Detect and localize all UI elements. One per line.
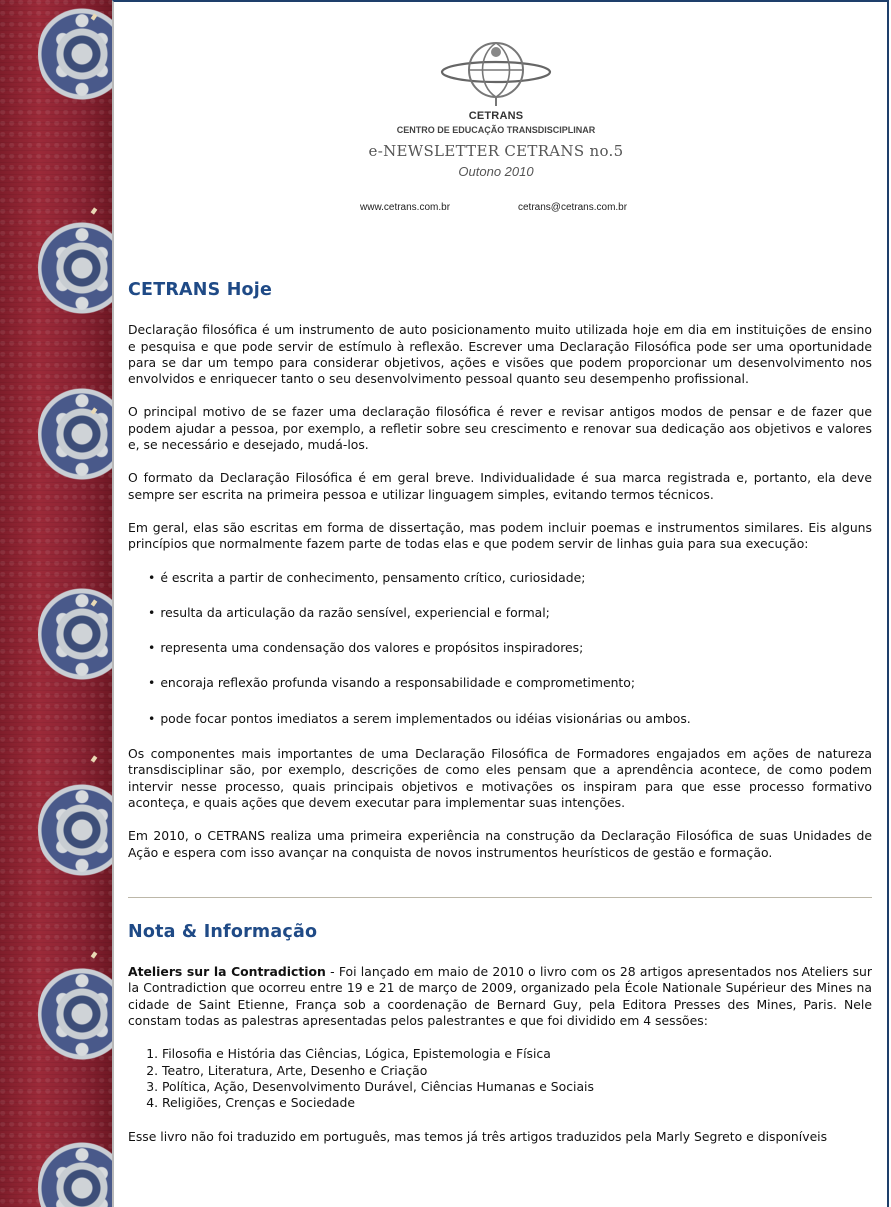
section-divider <box>128 897 872 898</box>
article-content <box>128 282 872 1162</box>
newsletter-body <box>112 0 889 1207</box>
list-item: • encoraja reflexão profunda visando a responsabilidade e comprometimento; <box>148 675 872 691</box>
list-item: • resulta da articulação da razão sensível, experiencial e formal; <box>148 605 872 621</box>
paragraph: O principal motivo de se fazer uma declaração filosófica é rever e revisar antigos modos de pensar e de fazer que podem ajudar a pessoa, por exemplo, a refletir sobre seu crescimento e renovar sua dedicação aos objetivos e valores e, se necessário e desejado, mudá-los. <box>128 404 872 453</box>
ateliers-title: Ateliers sur la Contradiction <box>128 964 326 980</box>
newsletter-header <box>346 30 656 220</box>
paragraph: Em 2010, o CETRANS realiza uma primeira experiência na construção da Declaração Filosófica de suas Unidades de Ação e espera com isso avançar na conquista de novos instrumentos heurísticos de gestão e formação. <box>128 828 872 860</box>
list-item: 1. Filosofia e História das Ciências, Lógica, Epistemologia e Física <box>162 1046 872 1062</box>
list-item: 2. Teatro, Literatura, Arte, Desenho e Criação <box>162 1063 872 1079</box>
ateliers-text: - Foi lançado em maio de 2010 o livro com os 28 artigos apresentados nos Ateliers sur la Contradiction que ocorreu entre 19 e 21 de março de 2009, organizado pela École Nationale Supérieur des Mines na cidade de Saint Etienne, França sob a coordenação de Bernard Guy, pela Editora Presses des Mines, Paris. Nele constam todas as palestras apresentadas pelos palestrantes e que foi dividido em 4 sessões: <box>128 964 872 1029</box>
section-title-nota-informacao: Nota & Informação <box>128 921 318 942</box>
cetrans-logo-icon <box>438 34 554 110</box>
list-item: 4. Religiões, Crenças e Sociedade <box>162 1095 872 1111</box>
decorative-fabric-sidebar <box>0 0 112 1207</box>
website-link[interactable]: www.cetrans.com.br <box>360 202 451 213</box>
brand-name: CETRANS <box>468 110 524 122</box>
email-link[interactable]: cetrans@cetrans.com.br <box>518 202 628 213</box>
newsletter-title: e-NEWSLETTER CETRANS no.5 <box>368 142 624 160</box>
sessions-list <box>128 1046 872 1111</box>
list-item: 3. Política, Ação, Desenvolvimento Durável, Ciências Humanas e Sociais <box>162 1079 872 1095</box>
paragraph: O formato da Declaração Filosófica é em geral breve. Individualidade é sua marca registrada e, portanto, ela deve sempre ser escrita na primeira pessoa e utilizar linguagem simples, evitando termos técnicos. <box>128 470 872 502</box>
brand-subtitle: CENTRO DE EDUCAÇÃO TRANSDISCIPLINAR <box>396 125 596 135</box>
list-item: • é escrita a partir de conhecimento, pensamento crítico, curiosidade; <box>148 570 872 586</box>
newsletter-season: Outono 2010 <box>458 164 534 179</box>
paragraph: Declaração filosófica é um instrumento de auto posicionamento muito utilizada hoje em dia em instituições de ensino e pesquisa e que pode servir de estímulo à reflexão. Escrever uma Declaração Filosófica pode ser uma oportunidade para se dar um tempo para considerar objetivos, ações e visões que podem proporcionar um desenvolvimento nos envolvidos e enriquecer tanto o seu desenvolvimento pessoal quanto seu desempenho profissional. <box>128 322 872 387</box>
principles-list <box>148 570 872 727</box>
paragraph <box>128 964 872 1029</box>
paragraph: Em geral, elas são escritas em forma de dissertação, mas podem incluir poemas e instrumentos similares. Eis alguns princípios que normalmente fazem parte de todas elas e que podem servir de linhas guia para sua execução: <box>128 519 872 552</box>
paragraph: Os componentes mais importantes de uma Declaração Filosófica de Formadores engajados em ações de natureza transdisciplinar são, por exemplo, descrições de como eles pensam que a aprendência acontece, de como podem intervir nesse processo, quais principais objetivos e motivações os inspiram para que esse processo formativo aconteça, e quais ações que devem executar para implementar suas intenções. <box>128 746 872 810</box>
section-title-cetrans-hoje: CETRANS Hoje <box>128 280 273 300</box>
list-item: • pode focar pontos imediatos a serem implementados ou idéias visionárias ou ambos. <box>148 711 872 727</box>
paragraph: Esse livro não foi traduzido em português, mas temos já três artigos traduzidos pela Marly Segreto e disponíveis <box>128 1128 828 1144</box>
list-item: • representa uma condensação dos valores e propósitos inspiradores; <box>148 640 872 656</box>
